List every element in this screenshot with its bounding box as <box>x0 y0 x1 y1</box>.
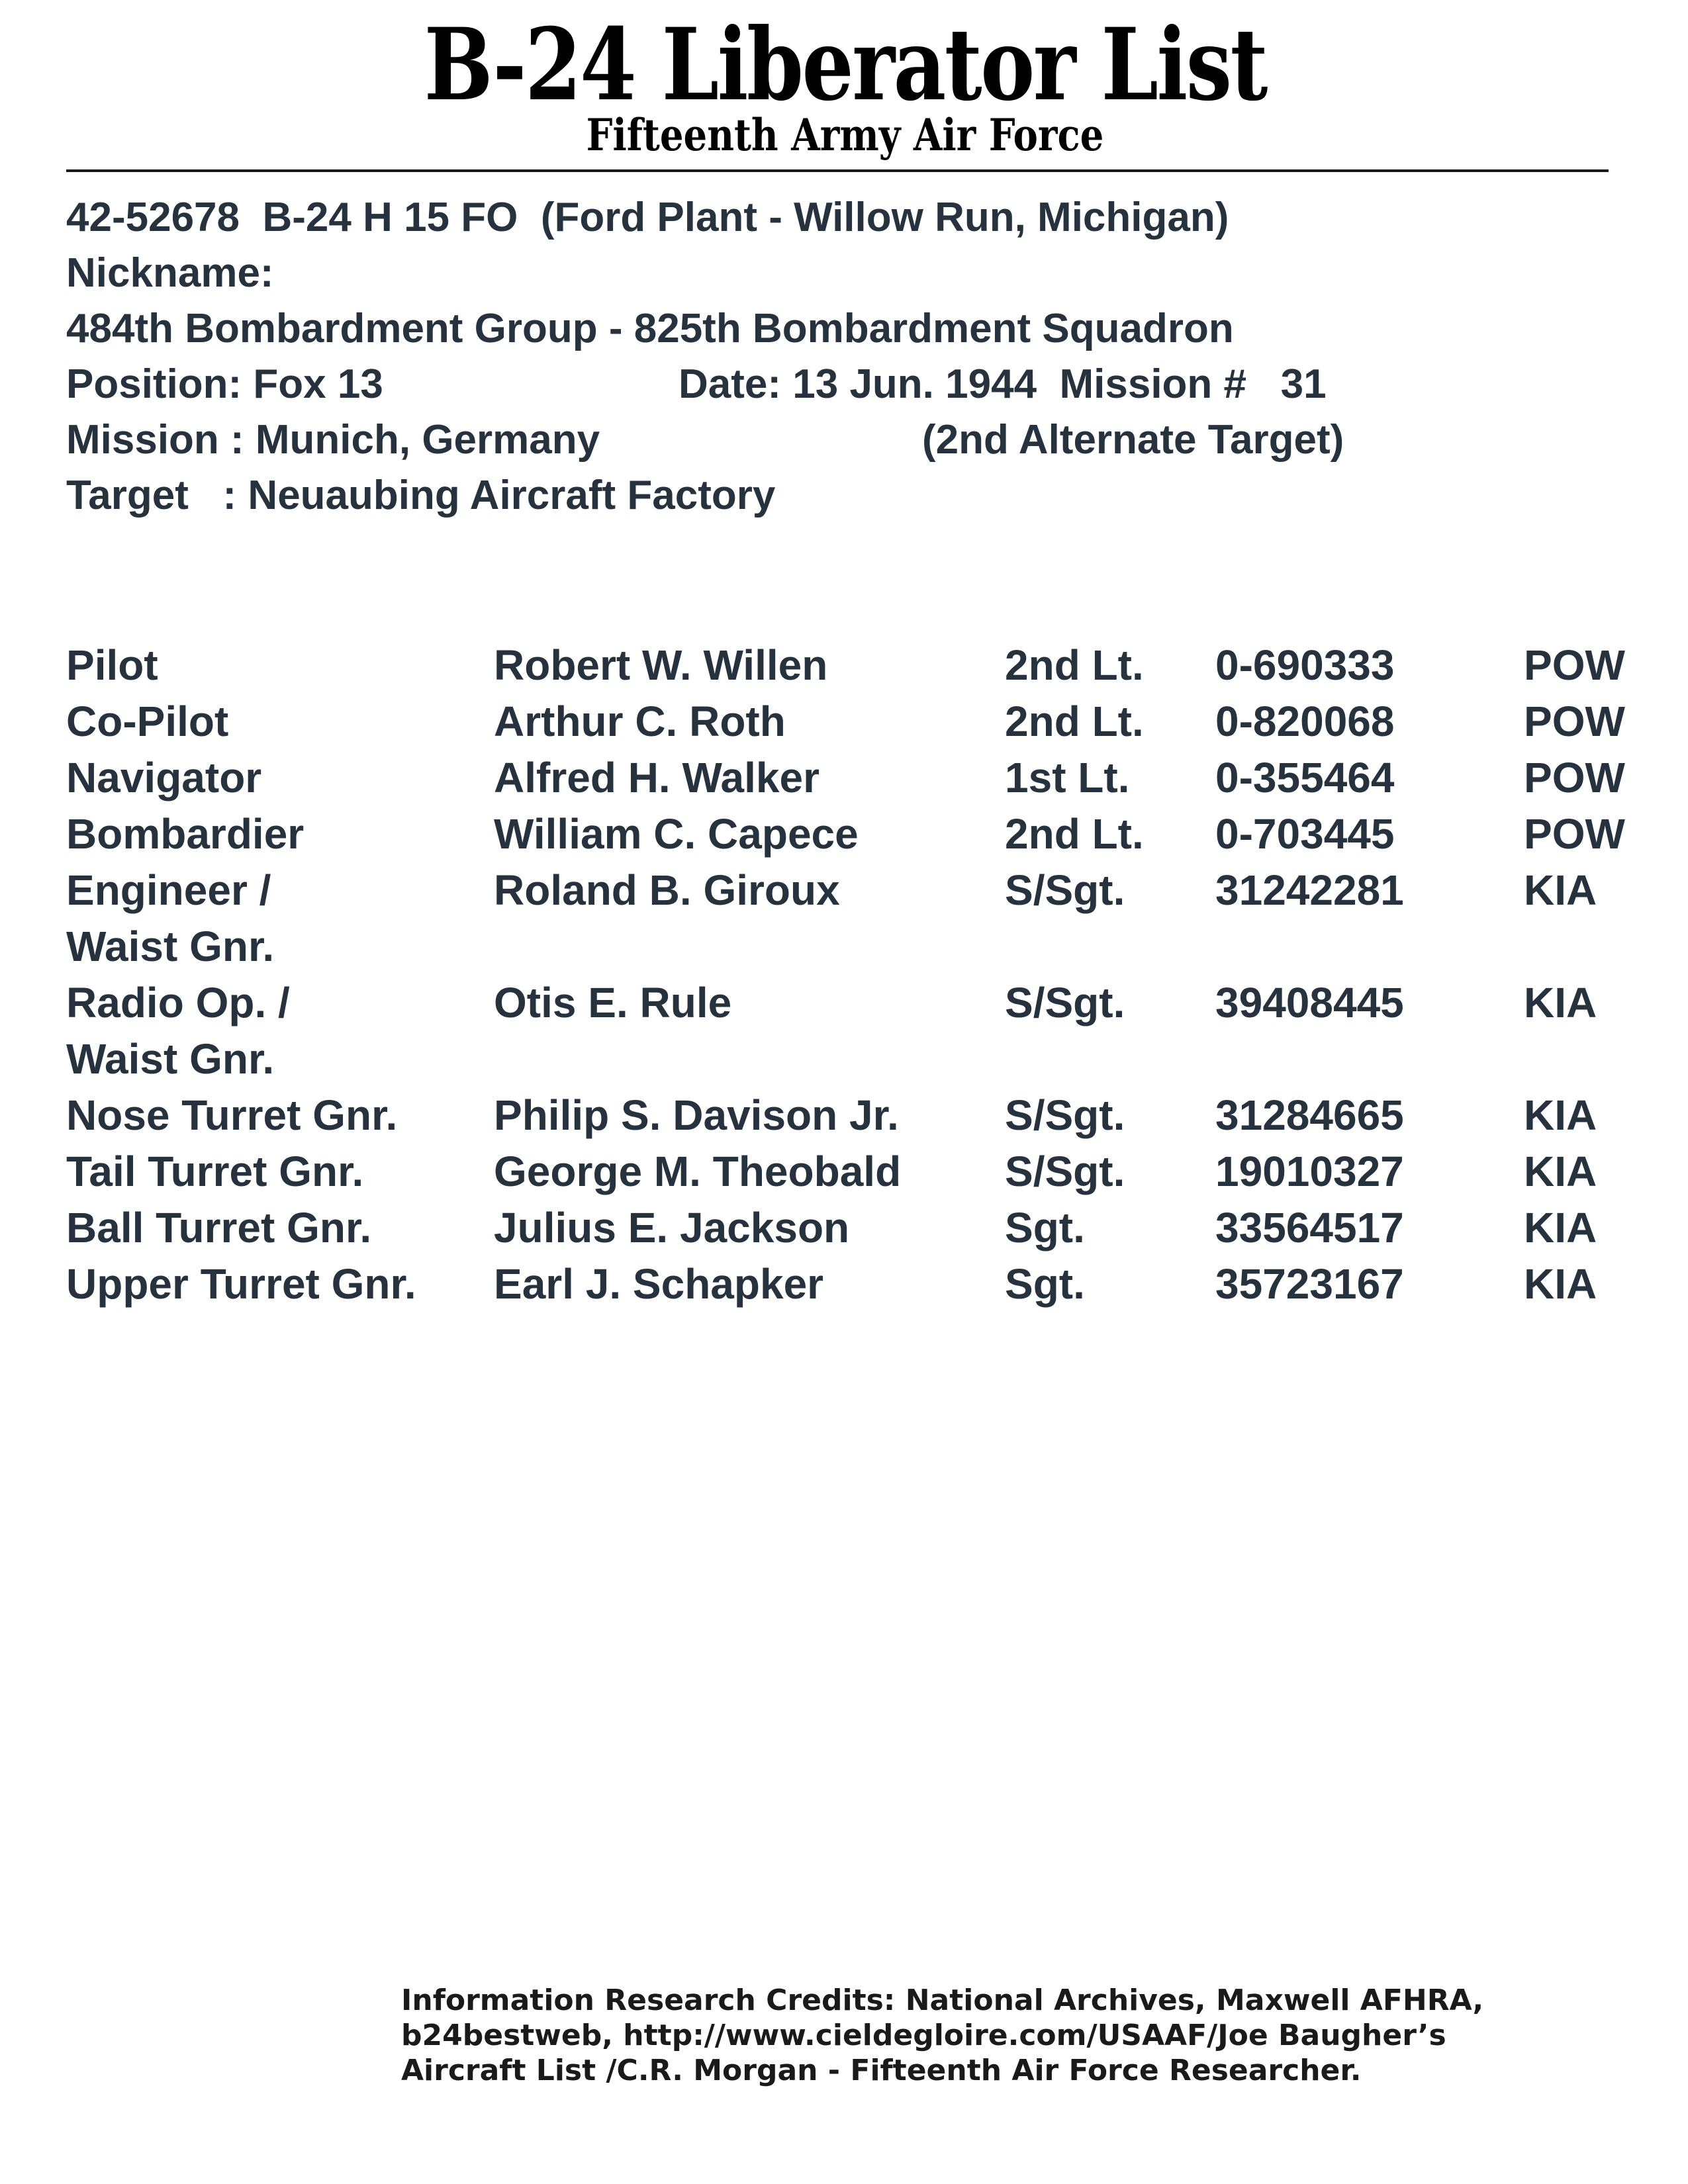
crew-serial: 39408445 <box>1215 979 1404 1026</box>
crew-position: Co-Pilot <box>66 698 229 745</box>
credits-line: Information Research Credits: National Archives, Maxwell AFHRA, <box>401 1983 1484 2017</box>
crew-position: Navigator <box>66 754 262 801</box>
crew-rank: S/Sgt. <box>1005 1091 1125 1139</box>
crew-rank: 2nd Lt. <box>1005 698 1144 745</box>
mission-target: Target : Neuaubing Aircraft Factory <box>66 473 776 518</box>
crew-rank: 2nd Lt. <box>1005 641 1144 689</box>
crew-rank: 1st Lt. <box>1005 754 1130 801</box>
crew-name: Otis E. Rule <box>494 979 732 1026</box>
crew-status: KIA <box>1524 866 1597 914</box>
header-divider <box>66 169 1609 172</box>
crew-serial: 0-820068 <box>1215 698 1395 745</box>
aircraft-nickname: Nickname: <box>66 250 274 296</box>
crew-serial: 0-703445 <box>1215 810 1395 858</box>
crew-status: POW <box>1524 641 1625 689</box>
crew-name: Alfred H. Walker <box>494 754 820 801</box>
crew-row <box>66 975 1668 1087</box>
crew-rank: 2nd Lt. <box>1005 810 1144 858</box>
crew-row <box>66 637 1668 694</box>
aircraft-position: Position: Fox 13 <box>66 361 383 407</box>
mission-date-number: Date: 13 Jun. 1944 Mission # 31 <box>679 361 1327 407</box>
crew-row <box>66 1144 1668 1200</box>
crew-position: Engineer / Waist Gnr. <box>66 866 275 970</box>
page-title: B-24 Liberator List <box>424 7 1266 123</box>
crew-serial: 35723167 <box>1215 1260 1404 1308</box>
crew-position: Tail Turret Gnr. <box>66 1148 364 1195</box>
crew-status: POW <box>1524 810 1625 858</box>
crew-row <box>66 1256 1668 1312</box>
crew-serial: 31242281 <box>1215 866 1404 914</box>
mission-location: Mission : Munich, Germany <box>66 417 600 463</box>
crew-name: Julius E. Jackson <box>494 1204 850 1251</box>
research-credits <box>401 1983 1484 2088</box>
crew-rank: S/Sgt. <box>1005 1148 1125 1195</box>
crew-status: POW <box>1524 698 1625 745</box>
crew-name: Arthur C. Roth <box>494 698 786 745</box>
crew-row <box>66 750 1668 806</box>
crew-serial: 0-690333 <box>1215 641 1395 689</box>
crew-status: KIA <box>1524 1204 1597 1251</box>
crew-name: George M. Theobald <box>494 1148 902 1195</box>
crew-status: KIA <box>1524 979 1597 1026</box>
crew-serial: 19010327 <box>1215 1148 1404 1195</box>
crew-serial: 0-355464 <box>1215 754 1395 801</box>
crew-serial: 31284665 <box>1215 1091 1404 1139</box>
crew-list <box>66 637 1668 1312</box>
crew-rank: Sgt. <box>1005 1204 1085 1251</box>
crew-name: Roland B. Giroux <box>494 866 840 914</box>
crew-status: KIA <box>1524 1091 1597 1139</box>
crew-status: KIA <box>1524 1260 1597 1308</box>
crew-rank: S/Sgt. <box>1005 866 1125 914</box>
crew-row <box>66 694 1668 750</box>
credits-line: Aircraft List /C.R. Morgan - Fifteenth Air Force Researcher. <box>401 2054 1362 2087</box>
crew-row <box>66 1087 1668 1144</box>
crew-name: Earl J. Schapker <box>494 1260 824 1308</box>
crew-position: Bombardier <box>66 810 305 858</box>
crew-status: KIA <box>1524 1148 1597 1195</box>
crew-status: POW <box>1524 754 1625 801</box>
aircraft-serial-line: 42-52678 B-24 H 15 FO (Ford Plant - Willow Run, Michigan) <box>66 195 1229 240</box>
crew-serial: 33564517 <box>1215 1204 1404 1251</box>
crew-name: Philip S. Davison Jr. <box>494 1091 899 1139</box>
crew-position: Ball Turret Gnr. <box>66 1204 372 1251</box>
crew-position: Pilot <box>66 641 158 689</box>
crew-row <box>66 806 1668 862</box>
mission-note: (2nd Alternate Target) <box>922 417 1344 463</box>
crew-position: Nose Turret Gnr. <box>66 1091 398 1139</box>
crew-position: Radio Op. / Waist Gnr. <box>66 979 290 1083</box>
aircraft-unit: 484th Bombardment Group - 825th Bombardment Squadron <box>66 306 1234 351</box>
crew-row <box>66 1200 1668 1256</box>
crew-position: Upper Turret Gnr. <box>66 1260 416 1308</box>
page-subtitle: Fifteenth Army Air Force <box>586 109 1104 161</box>
crew-rank: S/Sgt. <box>1005 979 1125 1026</box>
crew-name: William C. Capece <box>494 810 859 858</box>
crew-row <box>66 862 1668 975</box>
crew-rank: Sgt. <box>1005 1260 1085 1308</box>
crew-name: Robert W. Willen <box>494 641 828 689</box>
credits-line: b24bestweb, http://www.cieldegloire.com/USAAF/Joe Baugher’s <box>401 2019 1446 2052</box>
